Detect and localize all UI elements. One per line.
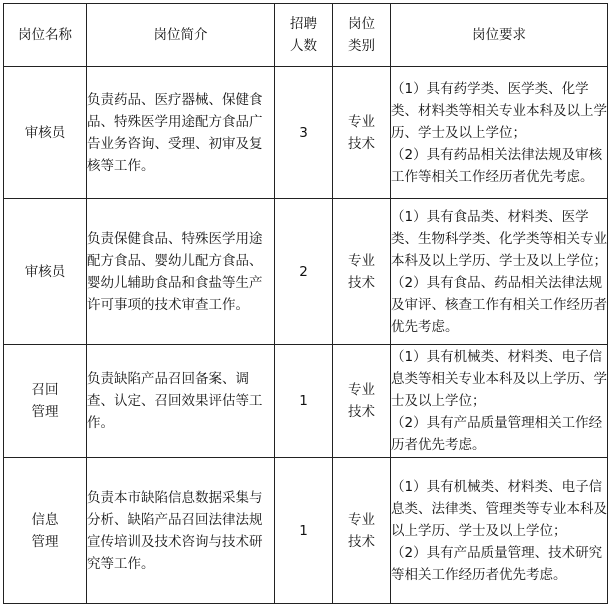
position-desc: 负责药品、医疗器械、保健食品、特殊医学用途配方食品广告业务咨询、受理、初审及复核等工作。 [87,67,275,199]
position-type-cell [333,458,391,604]
table-row [4,199,608,345]
requirement-2: （2）具有药品相关法律法规及审核工作等相关工作经历者优先考虑。 [391,146,603,185]
header-position-desc: 岗位简介 [87,4,275,67]
header-position-type [333,4,391,67]
requirement-1: （1）具有机械类、材料类、电子信息类等相关专业本科及以上学历、学士及以上学位； [391,349,607,409]
headcount: 2 [275,199,333,345]
position-type-line2: 技术 [348,274,375,291]
table-row [4,458,608,604]
position-type-line1: 专业 [348,252,375,269]
requirement-1: （1）具有药学类、医学类、化学类、材料类等相关专业本科及以上学历、学士及以上学位； [391,80,607,141]
header-headcount-line2: 人数 [290,38,317,54]
position-desc: 负责缺陷产品召回备案、调查、认定、召回效果评估等工作。 [87,345,275,458]
headcount: 1 [275,345,333,458]
table-row [4,345,608,458]
recruitment-table [3,3,608,604]
headcount: 1 [275,458,333,604]
requirements-cell [391,67,608,199]
position-name: 召回 [31,382,59,398]
requirement-1: （1）具有食品类、材料类、医学类、生物科学类、化学类等相关专业本科及以上学历、学士及以上学位； [391,208,607,269]
position-name: 信息 [31,511,59,528]
requirement-2: （2）具有食品、药品相关法律法规及审评、核查工作有相关工作经历者优先考虑。 [391,274,607,335]
position-name-cell [4,199,87,345]
header-row [4,4,608,67]
position-desc: 负责保健食品、特殊医学用途配方食品、婴幼儿配方食品、婴幼儿辅助食品和食盐等生产许可事项的技术审查工作。 [87,199,275,345]
header-position-name: 岗位名称 [4,4,87,67]
requirements-cell [391,345,608,458]
header-requirements: 岗位要求 [391,4,608,67]
requirement-2: （2）具有产品质量管理、技术研究等相关工作经历者优先考虑。 [391,544,603,583]
position-type-cell [333,199,391,345]
position-name-cell [4,345,87,458]
requirements-cell [391,199,608,345]
headcount: 3 [275,67,333,199]
position-type-line1: 专业 [348,511,375,528]
header-type-line1: 岗位 [348,16,375,32]
header-headcount-line1: 招聘 [290,16,317,32]
position-type-line1: 专业 [348,382,375,398]
requirement-2: （2）具有产品质量管理相关工作经历者优先考虑。 [391,415,603,453]
position-type-cell [333,67,391,199]
position-name: 审核员 [24,124,66,141]
position-type-line2: 技术 [348,404,375,420]
header-type-line2: 类别 [348,38,375,54]
table-row [4,67,608,199]
requirements-cell [391,458,608,604]
position-name-cell [4,458,87,604]
requirement-1: （1）具有机械类、材料类、电子信息类、法律类、管理类等专业本科及以上学历、学士及以上学位； [391,478,607,539]
position-name-cell [4,67,87,199]
position-name-line2: 管理 [31,404,59,420]
position-type-line1: 专业 [348,113,375,130]
position-type-line2: 技术 [348,135,375,152]
position-type-line2: 技术 [348,533,375,550]
header-headcount [275,4,333,67]
position-name-line2: 管理 [31,533,59,550]
position-type-cell [333,345,391,458]
position-desc: 负责本市缺陷信息数据采集与分析、缺陷产品召回法律法规宣传培训及技术咨询与技术研究等工作。 [87,458,275,604]
position-name: 审核员 [24,263,66,280]
